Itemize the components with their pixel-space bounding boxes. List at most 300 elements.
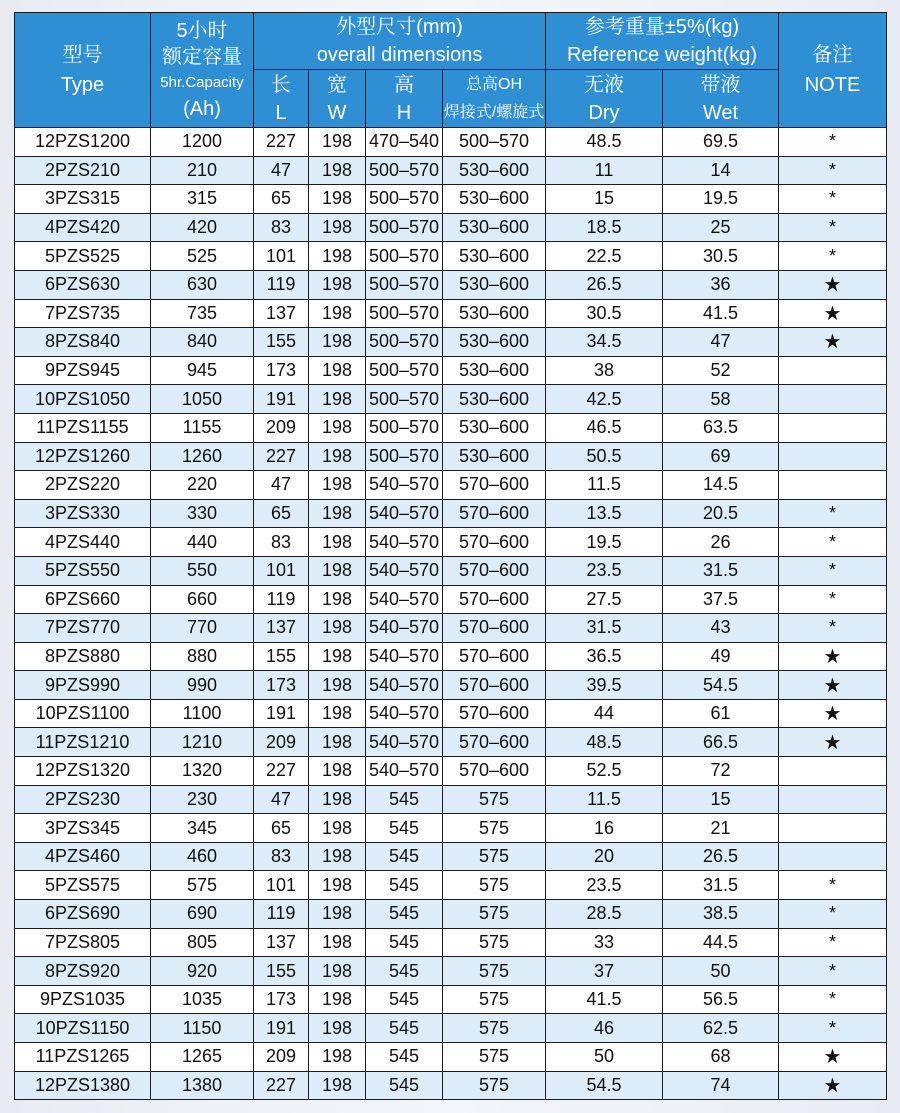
cell-capacity: 840	[151, 328, 254, 357]
cell-wet-weight: 54.5	[663, 671, 779, 700]
cell-width: 198	[309, 757, 366, 786]
cell-type: 10PZS1050	[15, 385, 151, 414]
cell-capacity: 1200	[151, 128, 254, 157]
cell-note: *	[779, 871, 887, 900]
table-row	[15, 1014, 887, 1043]
cell-dry-weight: 15	[546, 185, 663, 214]
cell-dry-weight: 11.5	[546, 471, 663, 500]
cell-height: 540–570	[366, 499, 443, 528]
cell-dry-weight: 11	[546, 156, 663, 185]
cell-wet-weight: 66.5	[663, 728, 779, 757]
cell-length: 227	[254, 1071, 309, 1100]
cell-type: 8PZS880	[15, 642, 151, 671]
cell-note	[779, 842, 887, 871]
header-dimensions-en: overall dimensions	[316, 44, 483, 66]
cell-capacity: 770	[151, 614, 254, 643]
cell-capacity: 575	[151, 871, 254, 900]
cell-length: 173	[254, 985, 309, 1014]
cell-dry-weight: 44	[546, 699, 663, 728]
cell-note: ★	[779, 299, 887, 328]
header-weight-en: Reference weight(kg)	[566, 44, 758, 66]
cell-wet-weight: 43	[663, 614, 779, 643]
table-row	[15, 642, 887, 671]
cell-type: 6PZS660	[15, 585, 151, 614]
cell-dry-weight: 36.5	[546, 642, 663, 671]
cell-dry-weight: 20	[546, 842, 663, 871]
cell-total-height: 530–600	[443, 156, 546, 185]
header-note-zh: 备注	[812, 44, 853, 66]
cell-height: 540–570	[366, 585, 443, 614]
cell-type: 7PZS805	[15, 928, 151, 957]
cell-wet-weight: 30.5	[663, 242, 779, 271]
cell-height: 540–570	[366, 471, 443, 500]
cell-length: 209	[254, 1043, 309, 1072]
cell-height: 545	[366, 871, 443, 900]
cell-capacity: 1320	[151, 757, 254, 786]
cell-capacity: 735	[151, 299, 254, 328]
battery-spec-table	[14, 12, 887, 1100]
cell-total-height: 575	[443, 842, 546, 871]
cell-dry-weight: 50	[546, 1043, 663, 1072]
cell-length: 155	[254, 328, 309, 357]
table-row	[15, 242, 887, 271]
cell-note: *	[779, 985, 887, 1014]
table-row	[15, 442, 887, 471]
table-row	[15, 842, 887, 871]
cell-height: 500–570	[366, 328, 443, 357]
cell-dry-weight: 46	[546, 1014, 663, 1043]
cell-width: 198	[309, 1014, 366, 1043]
cell-height: 540–570	[366, 699, 443, 728]
cell-capacity: 660	[151, 585, 254, 614]
cell-capacity: 1100	[151, 699, 254, 728]
cell-wet-weight: 38.5	[663, 900, 779, 929]
cell-type: 2PZS230	[15, 785, 151, 814]
header-total-height	[443, 70, 546, 128]
cell-capacity: 1035	[151, 985, 254, 1014]
header-wet-zh: 带液	[700, 73, 741, 96]
header-width-en: W	[327, 101, 347, 124]
cell-note	[779, 814, 887, 843]
cell-height: 540–570	[366, 642, 443, 671]
cell-dry-weight: 11.5	[546, 785, 663, 814]
cell-note: ★	[779, 642, 887, 671]
header-note	[779, 13, 887, 128]
table-row	[15, 699, 887, 728]
cell-total-height: 530–600	[443, 299, 546, 328]
header-capacity-line3: 5hr.Capacity	[160, 74, 244, 91]
cell-height: 545	[366, 814, 443, 843]
cell-capacity: 315	[151, 185, 254, 214]
cell-dry-weight: 46.5	[546, 413, 663, 442]
cell-height: 500–570	[366, 156, 443, 185]
table-row	[15, 185, 887, 214]
cell-capacity: 1155	[151, 413, 254, 442]
cell-capacity: 440	[151, 528, 254, 557]
table-row	[15, 757, 887, 786]
cell-width: 198	[309, 1071, 366, 1100]
cell-width: 198	[309, 299, 366, 328]
cell-height: 500–570	[366, 442, 443, 471]
cell-height: 540–570	[366, 757, 443, 786]
cell-wet-weight: 14	[663, 156, 779, 185]
cell-total-height: 570–600	[443, 614, 546, 643]
header-weight	[546, 13, 779, 70]
header-type	[15, 13, 151, 128]
table-body	[15, 128, 887, 1100]
cell-type: 6PZS690	[15, 900, 151, 929]
cell-length: 155	[254, 642, 309, 671]
cell-note: *	[779, 528, 887, 557]
cell-type: 7PZS735	[15, 299, 151, 328]
table-row	[15, 614, 887, 643]
cell-type: 4PZS420	[15, 213, 151, 242]
cell-type: 5PZS525	[15, 242, 151, 271]
cell-note: *	[779, 614, 887, 643]
cell-length: 209	[254, 728, 309, 757]
cell-total-height: 530–600	[443, 442, 546, 471]
cell-type: 10PZS1100	[15, 699, 151, 728]
cell-total-height: 530–600	[443, 328, 546, 357]
cell-dry-weight: 13.5	[546, 499, 663, 528]
cell-total-height: 570–600	[443, 528, 546, 557]
cell-height: 500–570	[366, 213, 443, 242]
table-row	[15, 728, 887, 757]
cell-length: 191	[254, 699, 309, 728]
table-row	[15, 328, 887, 357]
cell-length: 227	[254, 128, 309, 157]
cell-width: 198	[309, 156, 366, 185]
cell-total-height: 570–600	[443, 671, 546, 700]
cell-height: 500–570	[366, 185, 443, 214]
header-total-height-line2: 焊接式/螺旋式	[443, 103, 545, 121]
header-height-zh: 高	[394, 73, 414, 96]
cell-height: 470–540	[366, 128, 443, 157]
header-dry	[546, 70, 663, 128]
cell-length: 101	[254, 871, 309, 900]
table-row	[15, 471, 887, 500]
table-row	[15, 871, 887, 900]
cell-total-height: 575	[443, 1071, 546, 1100]
cell-width: 198	[309, 671, 366, 700]
header-type-zh: 型号	[62, 44, 103, 66]
cell-width: 198	[309, 270, 366, 299]
cell-height: 540–570	[366, 528, 443, 557]
cell-width: 198	[309, 213, 366, 242]
cell-note: *	[779, 242, 887, 271]
cell-dry-weight: 18.5	[546, 213, 663, 242]
cell-width: 198	[309, 728, 366, 757]
cell-wet-weight: 74	[663, 1071, 779, 1100]
cell-wet-weight: 62.5	[663, 1014, 779, 1043]
table-row	[15, 900, 887, 929]
cell-note: ★	[779, 699, 887, 728]
cell-note: *	[779, 1014, 887, 1043]
cell-width: 198	[309, 528, 366, 557]
cell-note	[779, 471, 887, 500]
cell-wet-weight: 50	[663, 957, 779, 986]
cell-total-height: 575	[443, 985, 546, 1014]
cell-wet-weight: 25	[663, 213, 779, 242]
cell-dry-weight: 48.5	[546, 728, 663, 757]
cell-length: 191	[254, 1014, 309, 1043]
cell-height: 545	[366, 985, 443, 1014]
cell-type: 3PZS315	[15, 185, 151, 214]
cell-total-height: 570–600	[443, 699, 546, 728]
cell-height: 500–570	[366, 413, 443, 442]
cell-note: ★	[779, 270, 887, 299]
table-row	[15, 585, 887, 614]
cell-width: 198	[309, 328, 366, 357]
cell-note: ★	[779, 671, 887, 700]
cell-wet-weight: 69	[663, 442, 779, 471]
header-dry-en: Dry	[588, 101, 620, 124]
cell-length: 65	[254, 185, 309, 214]
cell-type: 12PZS1380	[15, 1071, 151, 1100]
cell-total-height: 570–600	[443, 728, 546, 757]
cell-note: ★	[779, 328, 887, 357]
cell-total-height: 575	[443, 900, 546, 929]
cell-note	[779, 356, 887, 385]
cell-total-height: 575	[443, 814, 546, 843]
table-row	[15, 213, 887, 242]
table-row	[15, 1071, 887, 1100]
cell-dry-weight: 19.5	[546, 528, 663, 557]
cell-capacity: 345	[151, 814, 254, 843]
cell-wet-weight: 52	[663, 356, 779, 385]
cell-length: 65	[254, 814, 309, 843]
table-row	[15, 385, 887, 414]
cell-total-height: 530–600	[443, 213, 546, 242]
cell-wet-weight: 63.5	[663, 413, 779, 442]
header-length	[254, 70, 309, 128]
table-row	[15, 413, 887, 442]
cell-note: *	[779, 585, 887, 614]
cell-type: 8PZS840	[15, 328, 151, 357]
cell-type: 11PZS1210	[15, 728, 151, 757]
cell-capacity: 550	[151, 556, 254, 585]
cell-height: 545	[366, 957, 443, 986]
cell-capacity: 805	[151, 928, 254, 957]
header-dry-zh: 无液	[584, 73, 625, 96]
cell-width: 198	[309, 185, 366, 214]
cell-length: 83	[254, 213, 309, 242]
cell-type: 4PZS460	[15, 842, 151, 871]
header-total-height-line1: 总高OH	[466, 75, 523, 93]
cell-note: *	[779, 928, 887, 957]
cell-width: 198	[309, 499, 366, 528]
table-header	[15, 13, 887, 128]
cell-length: 155	[254, 957, 309, 986]
cell-total-height: 570–600	[443, 642, 546, 671]
cell-width: 198	[309, 471, 366, 500]
cell-dry-weight: 28.5	[546, 900, 663, 929]
header-weight-zh: 参考重量±5%(kg)	[584, 16, 740, 38]
cell-width: 198	[309, 442, 366, 471]
cell-height: 540–570	[366, 671, 443, 700]
header-dimensions	[254, 13, 546, 70]
header-wet-en: Wet	[702, 101, 739, 124]
cell-length: 227	[254, 442, 309, 471]
cell-width: 198	[309, 814, 366, 843]
cell-total-height: 570–600	[443, 585, 546, 614]
table-row	[15, 528, 887, 557]
header-length-zh: 长	[271, 73, 291, 96]
cell-width: 198	[309, 1043, 366, 1072]
cell-width: 198	[309, 985, 366, 1014]
cell-type: 2PZS220	[15, 471, 151, 500]
cell-total-height: 530–600	[443, 270, 546, 299]
cell-length: 47	[254, 156, 309, 185]
header-note-en: NOTE	[804, 74, 861, 96]
cell-width: 198	[309, 242, 366, 271]
cell-total-height: 530–600	[443, 413, 546, 442]
cell-note: *	[779, 213, 887, 242]
cell-type: 3PZS345	[15, 814, 151, 843]
cell-capacity: 630	[151, 270, 254, 299]
cell-width: 198	[309, 385, 366, 414]
cell-wet-weight: 21	[663, 814, 779, 843]
table-row	[15, 1043, 887, 1072]
cell-wet-weight: 20.5	[663, 499, 779, 528]
cell-capacity: 1265	[151, 1043, 254, 1072]
cell-total-height: 570–600	[443, 556, 546, 585]
cell-height: 540–570	[366, 614, 443, 643]
cell-note: *	[779, 957, 887, 986]
cell-length: 137	[254, 614, 309, 643]
cell-wet-weight: 56.5	[663, 985, 779, 1014]
cell-total-height: 500–570	[443, 128, 546, 157]
cell-capacity: 690	[151, 900, 254, 929]
cell-capacity: 1380	[151, 1071, 254, 1100]
cell-dry-weight: 39.5	[546, 671, 663, 700]
cell-width: 198	[309, 871, 366, 900]
cell-note: *	[779, 499, 887, 528]
cell-type: 9PZS1035	[15, 985, 151, 1014]
header-height	[366, 70, 443, 128]
cell-height: 500–570	[366, 385, 443, 414]
table-row	[15, 499, 887, 528]
cell-note	[779, 413, 887, 442]
cell-length: 101	[254, 242, 309, 271]
cell-wet-weight: 69.5	[663, 128, 779, 157]
header-length-en: L	[275, 101, 287, 124]
table-row	[15, 814, 887, 843]
header-capacity-unit: (Ah)	[183, 98, 221, 120]
cell-height: 500–570	[366, 270, 443, 299]
cell-wet-weight: 31.5	[663, 556, 779, 585]
cell-type: 5PZS550	[15, 556, 151, 585]
cell-width: 198	[309, 785, 366, 814]
cell-wet-weight: 31.5	[663, 871, 779, 900]
cell-wet-weight: 49	[663, 642, 779, 671]
cell-height: 545	[366, 842, 443, 871]
cell-height: 500–570	[366, 356, 443, 385]
cell-length: 119	[254, 270, 309, 299]
cell-dry-weight: 54.5	[546, 1071, 663, 1100]
cell-height: 545	[366, 1071, 443, 1100]
cell-wet-weight: 19.5	[663, 185, 779, 214]
cell-width: 198	[309, 356, 366, 385]
cell-dry-weight: 41.5	[546, 985, 663, 1014]
table-row	[15, 128, 887, 157]
cell-wet-weight: 41.5	[663, 299, 779, 328]
cell-height: 545	[366, 785, 443, 814]
cell-type: 10PZS1150	[15, 1014, 151, 1043]
cell-type: 9PZS945	[15, 356, 151, 385]
header-wet	[663, 70, 779, 128]
cell-note: ★	[779, 728, 887, 757]
header-capacity	[151, 13, 254, 128]
cell-note	[779, 385, 887, 414]
cell-note	[779, 442, 887, 471]
cell-type: 9PZS990	[15, 671, 151, 700]
cell-width: 198	[309, 928, 366, 957]
cell-length: 119	[254, 585, 309, 614]
cell-length: 173	[254, 356, 309, 385]
cell-capacity: 1260	[151, 442, 254, 471]
cell-wet-weight: 37.5	[663, 585, 779, 614]
cell-length: 101	[254, 556, 309, 585]
cell-length: 191	[254, 385, 309, 414]
cell-dry-weight: 16	[546, 814, 663, 843]
cell-capacity: 1210	[151, 728, 254, 757]
cell-type: 7PZS770	[15, 614, 151, 643]
cell-note: *	[779, 900, 887, 929]
cell-wet-weight: 47	[663, 328, 779, 357]
cell-dry-weight: 23.5	[546, 556, 663, 585]
cell-total-height: 575	[443, 1014, 546, 1043]
cell-width: 198	[309, 642, 366, 671]
cell-type: 12PZS1200	[15, 128, 151, 157]
header-dimensions-zh: 外型尺寸(mm)	[336, 16, 463, 38]
cell-wet-weight: 44.5	[663, 928, 779, 957]
cell-capacity: 990	[151, 671, 254, 700]
cell-total-height: 575	[443, 1043, 546, 1072]
cell-total-height: 530–600	[443, 185, 546, 214]
cell-height: 540–570	[366, 556, 443, 585]
cell-length: 137	[254, 299, 309, 328]
cell-dry-weight: 30.5	[546, 299, 663, 328]
cell-height: 545	[366, 1014, 443, 1043]
cell-length: 65	[254, 499, 309, 528]
header-capacity-line2: 额定容量	[162, 46, 242, 68]
table-row	[15, 556, 887, 585]
cell-dry-weight: 27.5	[546, 585, 663, 614]
cell-note: *	[779, 156, 887, 185]
cell-wet-weight: 68	[663, 1043, 779, 1072]
cell-type: 8PZS920	[15, 957, 151, 986]
cell-dry-weight: 50.5	[546, 442, 663, 471]
cell-total-height: 530–600	[443, 356, 546, 385]
table-row	[15, 156, 887, 185]
cell-width: 198	[309, 842, 366, 871]
cell-type: 12PZS1320	[15, 757, 151, 786]
cell-dry-weight: 38	[546, 356, 663, 385]
cell-capacity: 1050	[151, 385, 254, 414]
table-row	[15, 785, 887, 814]
cell-length: 47	[254, 471, 309, 500]
cell-wet-weight: 26	[663, 528, 779, 557]
cell-total-height: 570–600	[443, 471, 546, 500]
cell-height: 500–570	[366, 242, 443, 271]
cell-wet-weight: 58	[663, 385, 779, 414]
table-row	[15, 270, 887, 299]
cell-dry-weight: 33	[546, 928, 663, 957]
cell-width: 198	[309, 900, 366, 929]
cell-length: 83	[254, 842, 309, 871]
cell-capacity: 220	[151, 471, 254, 500]
